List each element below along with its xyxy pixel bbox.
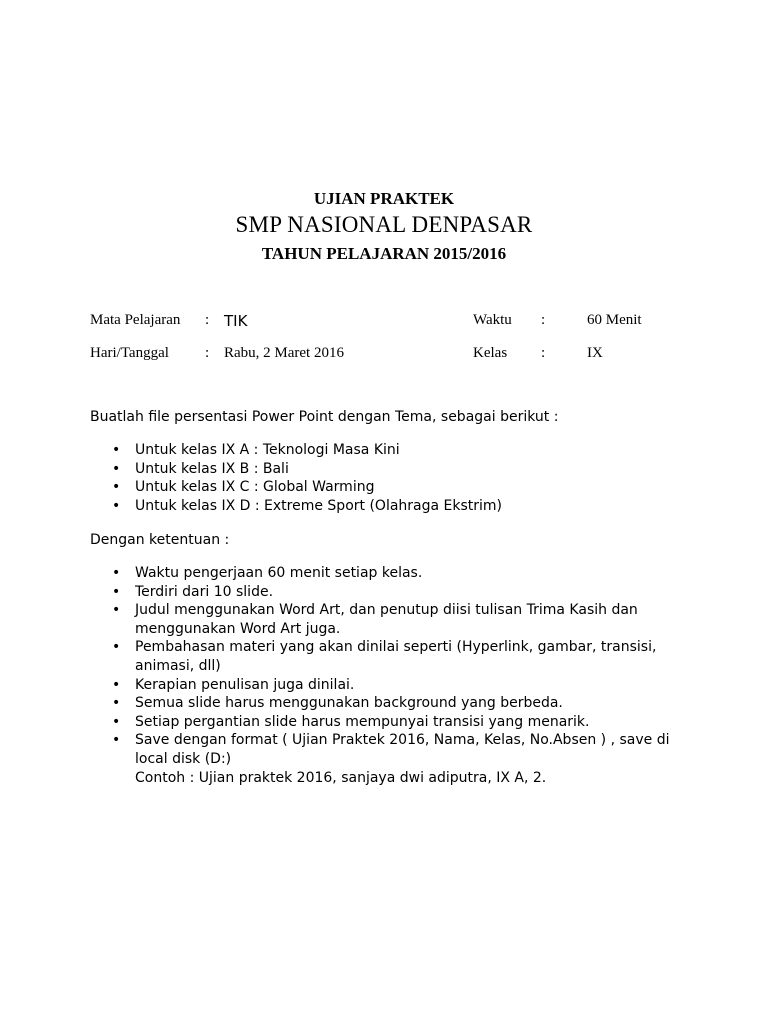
date-label: Hari/Tanggal [90, 345, 169, 361]
list-item [90, 694, 700, 713]
bullet-icon: • [112, 479, 121, 496]
bullet-icon: • [112, 713, 121, 730]
list-item [90, 638, 700, 675]
bullet-icon: • [112, 676, 121, 693]
bullet-icon: • [112, 497, 121, 514]
bullet-icon: • [112, 602, 121, 619]
list-item [90, 731, 700, 787]
date-colon: : [205, 345, 210, 361]
time-value: 60 Menit [587, 312, 642, 328]
bullet-icon: • [112, 732, 121, 749]
bullet-icon: • [112, 442, 121, 458]
class-value: IX [587, 345, 603, 361]
rule-item-text: Judul menggunakan Word Art, dan penutup diisi tulisan Trima Kasih dan menggunakan Word Art juga. [135, 602, 638, 637]
list-item [90, 583, 700, 602]
task-intro: Buatlah file persentasi Power Point dengan Tema, sebagai berikut : [90, 409, 559, 425]
rule-item-text: Setiap pergantian slide harus mempunyai transisi yang menarik. [135, 713, 590, 730]
list-item [90, 497, 502, 516]
class-label: Kelas [473, 345, 508, 361]
theme-list [90, 441, 502, 515]
list-item [90, 713, 700, 732]
subject-value: TIK [224, 312, 248, 330]
academic-year: TAHUN PELAJARAN 2015/2016 [261, 244, 507, 263]
rule-item-text: Terdiri dari 10 slide. [135, 583, 274, 600]
rule-item-text: Kerapian penulisan juga dinilai. [135, 676, 355, 693]
theme-item-text: Untuk kelas IX A : Teknologi Masa Kini [135, 442, 400, 458]
list-item [90, 460, 502, 479]
rule-item-text: Semua slide harus menggunakan background yang berbeda. [135, 695, 563, 712]
rule-item-text: Save dengan format ( Ujian Praktek 2016, Nama, Kelas, No.Absen ) , save di local disk (D:) [135, 732, 670, 767]
rule-item-text: Pembahasan materi yang akan dinilai seperti (Hyperlink, gambar, transisi, animasi, dll) [135, 639, 657, 674]
rules-intro: Dengan ketentuan : [90, 532, 230, 548]
example-text: Contoh : Ujian praktek 2016, sanjaya dwi adiputra, IX A, 2. [135, 769, 547, 786]
theme-item-text: Untuk kelas IX C : Global Warming [135, 479, 375, 496]
subject-colon: : [205, 312, 210, 328]
list-item [90, 564, 700, 583]
bullet-icon: • [112, 460, 121, 477]
rule-item-text: Waktu pengerjaan 60 menit setiap kelas. [135, 565, 423, 581]
bullet-icon: • [112, 695, 121, 712]
bullet-icon: • [112, 565, 121, 581]
class-colon: : [541, 345, 546, 361]
bullet-icon: • [112, 639, 121, 656]
theme-item-text: Untuk kelas IX B : Bali [135, 460, 289, 477]
time-colon: : [541, 312, 546, 328]
list-item [90, 601, 700, 638]
exam-title: UJIAN PRAKTEK [313, 189, 455, 208]
time-label: Waktu [473, 312, 512, 328]
school-name: SMP NASIONAL DENPASAR [235, 212, 533, 237]
list-item [90, 676, 700, 695]
rules-list [90, 564, 700, 787]
bullet-icon: • [112, 583, 121, 600]
list-item [90, 478, 502, 497]
date-value: Rabu, 2 Maret 2016 [224, 345, 344, 361]
subject-label: Mata Pelajaran [90, 312, 181, 328]
theme-item-text: Untuk kelas IX D : Extreme Sport (Olahraga Ekstrim) [135, 497, 503, 514]
list-item [90, 441, 502, 460]
